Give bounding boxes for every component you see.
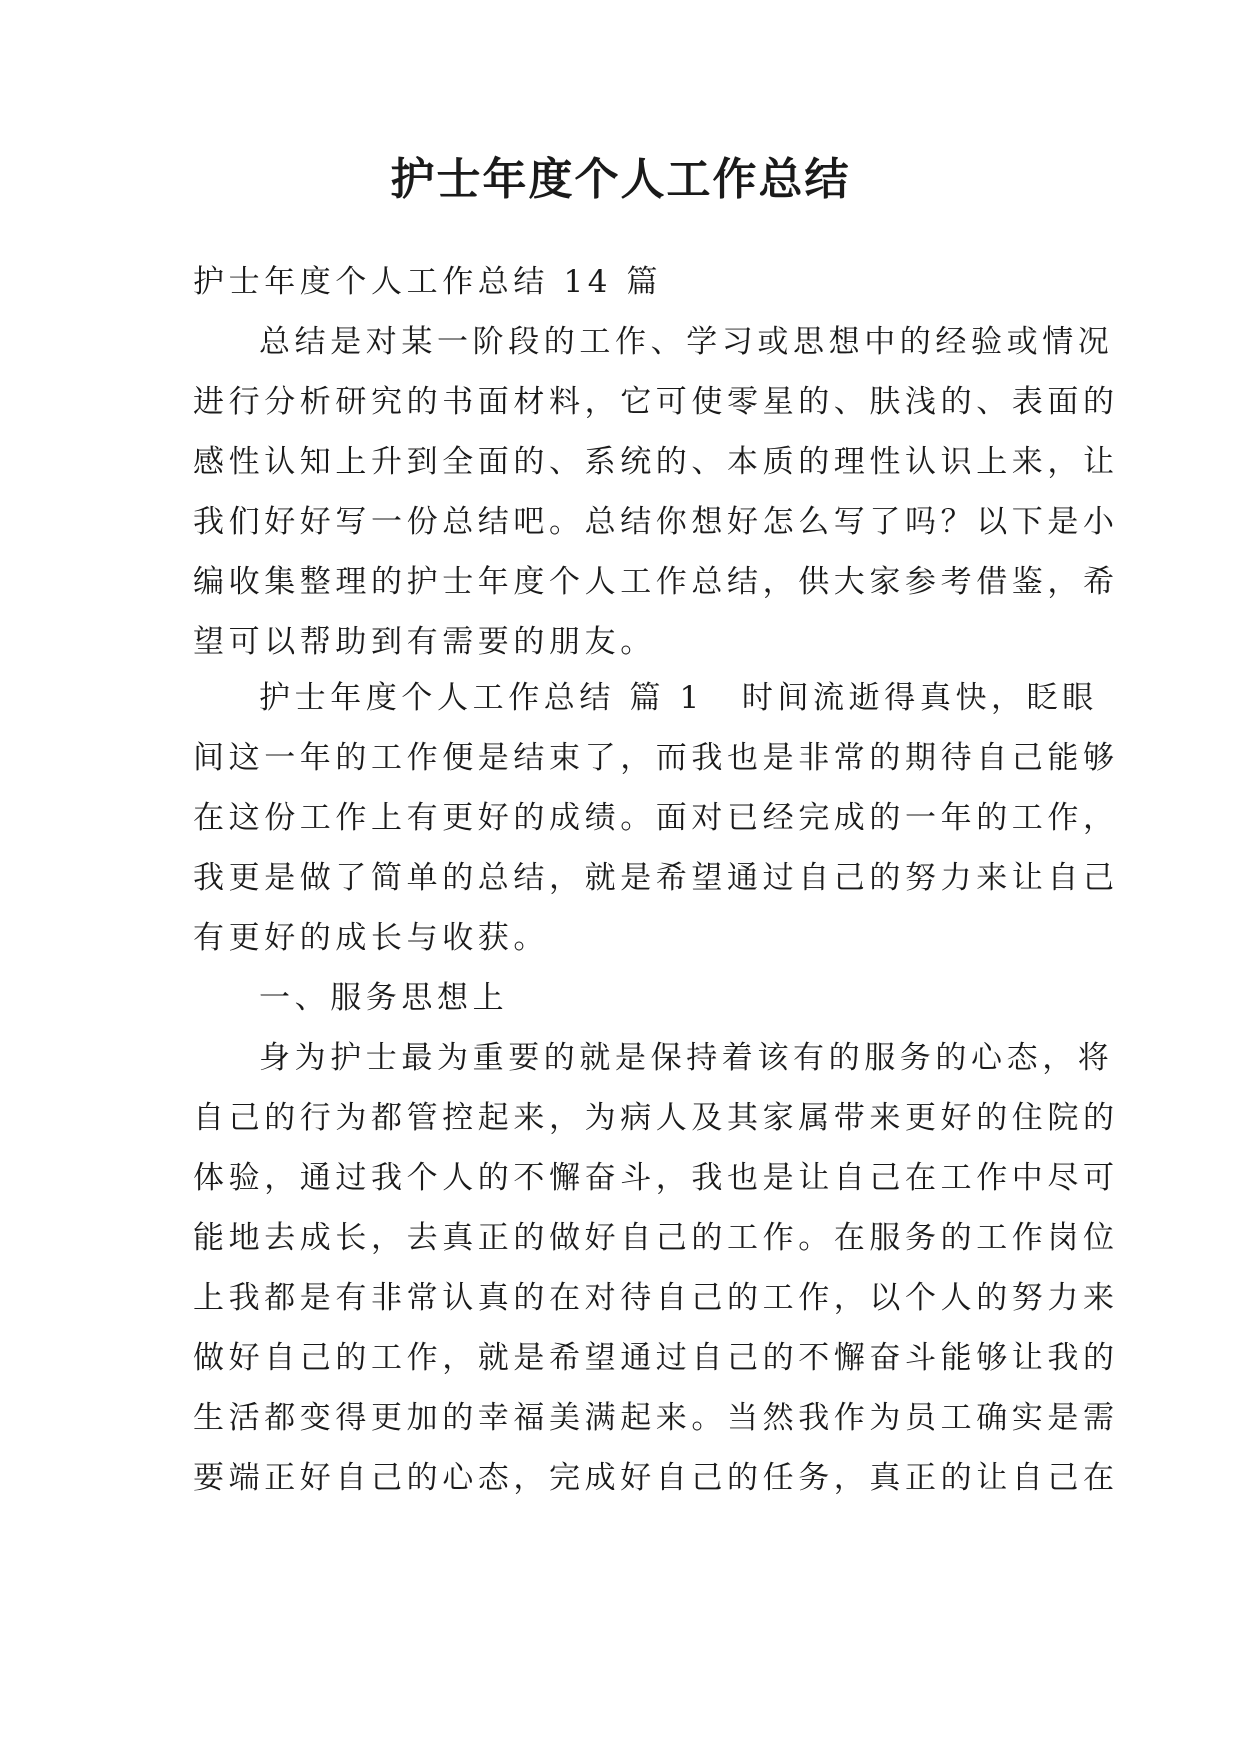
subsection-1-line: 做好自己的工作，就是希望通过自己的不懈奋斗能够让我的	[193, 1340, 1119, 1376]
subsection-1-line: 能地去成长，去真正的做好自己的工作。在服务的工作岗位	[193, 1220, 1119, 1256]
subsection-1-line: 身为护士最为重要的就是保持着该有的服务的心态，将	[259, 1040, 1114, 1076]
section-1-first-line-text: 时间流逝得真快，眨眼	[741, 680, 1098, 716]
intro-line: 感性认知上升到全面的、系统的、本质的理性认识上来，让	[193, 444, 1119, 480]
subsection-1-line: 体验，通过我个人的不懈奋斗，我也是让自己在工作中尽可	[193, 1160, 1119, 1196]
intro-line: 编收集整理的护士年度个人工作总结，供大家参考借鉴，希	[193, 564, 1119, 600]
intro-block	[193, 252, 1119, 672]
section-1-line: 间这一年的工作便是结束了，而我也是非常的期待自己能够	[193, 740, 1119, 776]
intro-line: 总结是对某一阶段的工作、学习或思想中的经验或情况	[259, 324, 1114, 360]
intro-line: 进行分析研究的书面材料，它可使零星的、肤浅的、表面的	[193, 384, 1119, 420]
section-1-line: 我更是做了简单的总结，就是希望通过自己的努力来让自己	[193, 860, 1119, 896]
section-1-line: 在这份工作上有更好的成绩。面对已经完成的一年的工作，	[193, 800, 1119, 836]
section-1-block	[193, 668, 1119, 1508]
subsection-1-line: 要端正好自己的心态，完成好自己的任务，真正的让自己在	[193, 1460, 1119, 1496]
intro-line: 望可以帮助到有需要的朋友。	[193, 624, 656, 660]
subsection-1-line: 自己的行为都管控起来，为病人及其家属带来更好的住院的	[193, 1100, 1119, 1136]
section-1-heading: 护士年度个人工作总结 篇 1	[259, 680, 704, 716]
document-title: 护士年度个人工作总结	[390, 154, 851, 205]
subsection-1-line: 上我都是有非常认真的在对待自己的工作，以个人的努力来	[193, 1280, 1119, 1316]
section-1-first-line	[193, 668, 1098, 728]
intro-line: 我们好好写一份总结吧。总结你想好怎么写了吗？以下是小	[193, 504, 1119, 540]
subsection-1-heading: 一、服务思想上	[259, 980, 509, 1016]
subsection-1-line: 生活都变得更加的幸福美满起来。当然我作为员工确实是需	[193, 1400, 1119, 1436]
section-1-line: 有更好的成长与收获。	[193, 920, 549, 956]
document-subtitle: 护士年度个人工作总结 14 篇	[193, 264, 663, 300]
